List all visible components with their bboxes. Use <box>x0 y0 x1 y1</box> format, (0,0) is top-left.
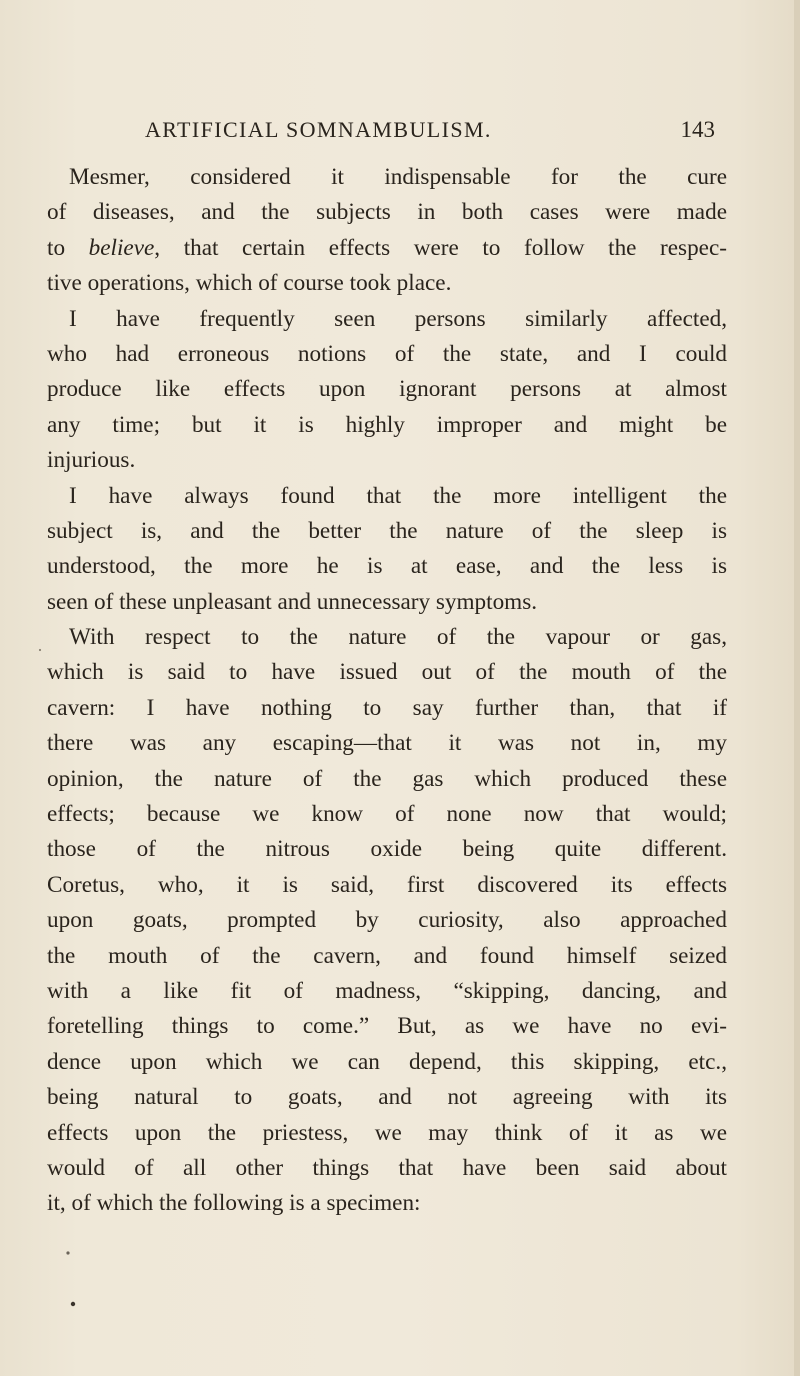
ink-speck <box>66 1251 69 1254</box>
text-line: there was any escaping—that it was not in, my <box>47 730 727 757</box>
text-line: would of all other things that have been said about <box>47 1154 727 1181</box>
ink-speck <box>39 649 41 651</box>
text-line: of diseases, and the subjects in both cases were made <box>47 199 727 226</box>
text-line: to believe, that certain effects were to follow the respec- <box>47 234 727 261</box>
text-line: subject is, and the better the nature of the sleep is <box>47 517 727 544</box>
text-line: foretelling things to come.” But, as we have no evi- <box>47 1013 727 1040</box>
text-line: Coretus, who, it is said, first discovered its effects <box>47 871 727 898</box>
text-line: seen of these unpleasant and unnecessary symptoms. <box>47 588 538 615</box>
text-line: cavern: I have nothing to say further than, that if <box>47 694 727 721</box>
text-line: effects upon the priestess, we may think of it as we <box>47 1119 727 1146</box>
text-line: With respect to the nature of the vapour or gas, <box>69 624 727 651</box>
running-head: ARTIFICIAL SOMNAMBULISM. <box>145 117 492 142</box>
text-line: who had erroneous notions of the state, and I could <box>47 340 727 367</box>
text-line: dence upon which we can depend, this skipping, etc., <box>47 1048 727 1075</box>
text-line: understood, the more he is at ease, and the less is <box>47 553 727 580</box>
text-line: tive operations, which of course took place. <box>47 270 452 297</box>
text-line: I have frequently seen persons similarly affected, <box>69 305 727 332</box>
text-line: being natural to goats, and not agreeing with its <box>47 1084 727 1111</box>
page-number: 143 <box>680 117 715 142</box>
ink-speck <box>71 1302 75 1306</box>
emphasis: believe <box>88 234 155 261</box>
text-line: injurious. <box>47 447 136 474</box>
text-line: Mesmer, considered it indispensable for the cure <box>69 164 727 190</box>
text-line: any time; but it is highly improper and might be <box>47 411 727 438</box>
text-line: with a like fit of madness, “skipping, dancing, and <box>47 977 727 1004</box>
text-line: which is said to have issued out of the mouth of the <box>47 659 727 686</box>
text-line: opinion, the nature of the gas which produced these <box>47 765 727 792</box>
text-line: produce like effects upon ignorant persons at almost <box>47 376 727 403</box>
text-line: it, of which the following is a specimen: <box>47 1190 421 1217</box>
text-line: effects; because we know of none now that would; <box>47 801 727 828</box>
text-line: those of the nitrous oxide being quite different. <box>47 836 727 863</box>
text-line: the mouth of the cavern, and found himself seized <box>47 942 727 969</box>
text-line: upon goats, prompted by curiosity, also approached <box>47 907 727 934</box>
text-line: I have always found that the more intelligent the <box>69 482 727 509</box>
